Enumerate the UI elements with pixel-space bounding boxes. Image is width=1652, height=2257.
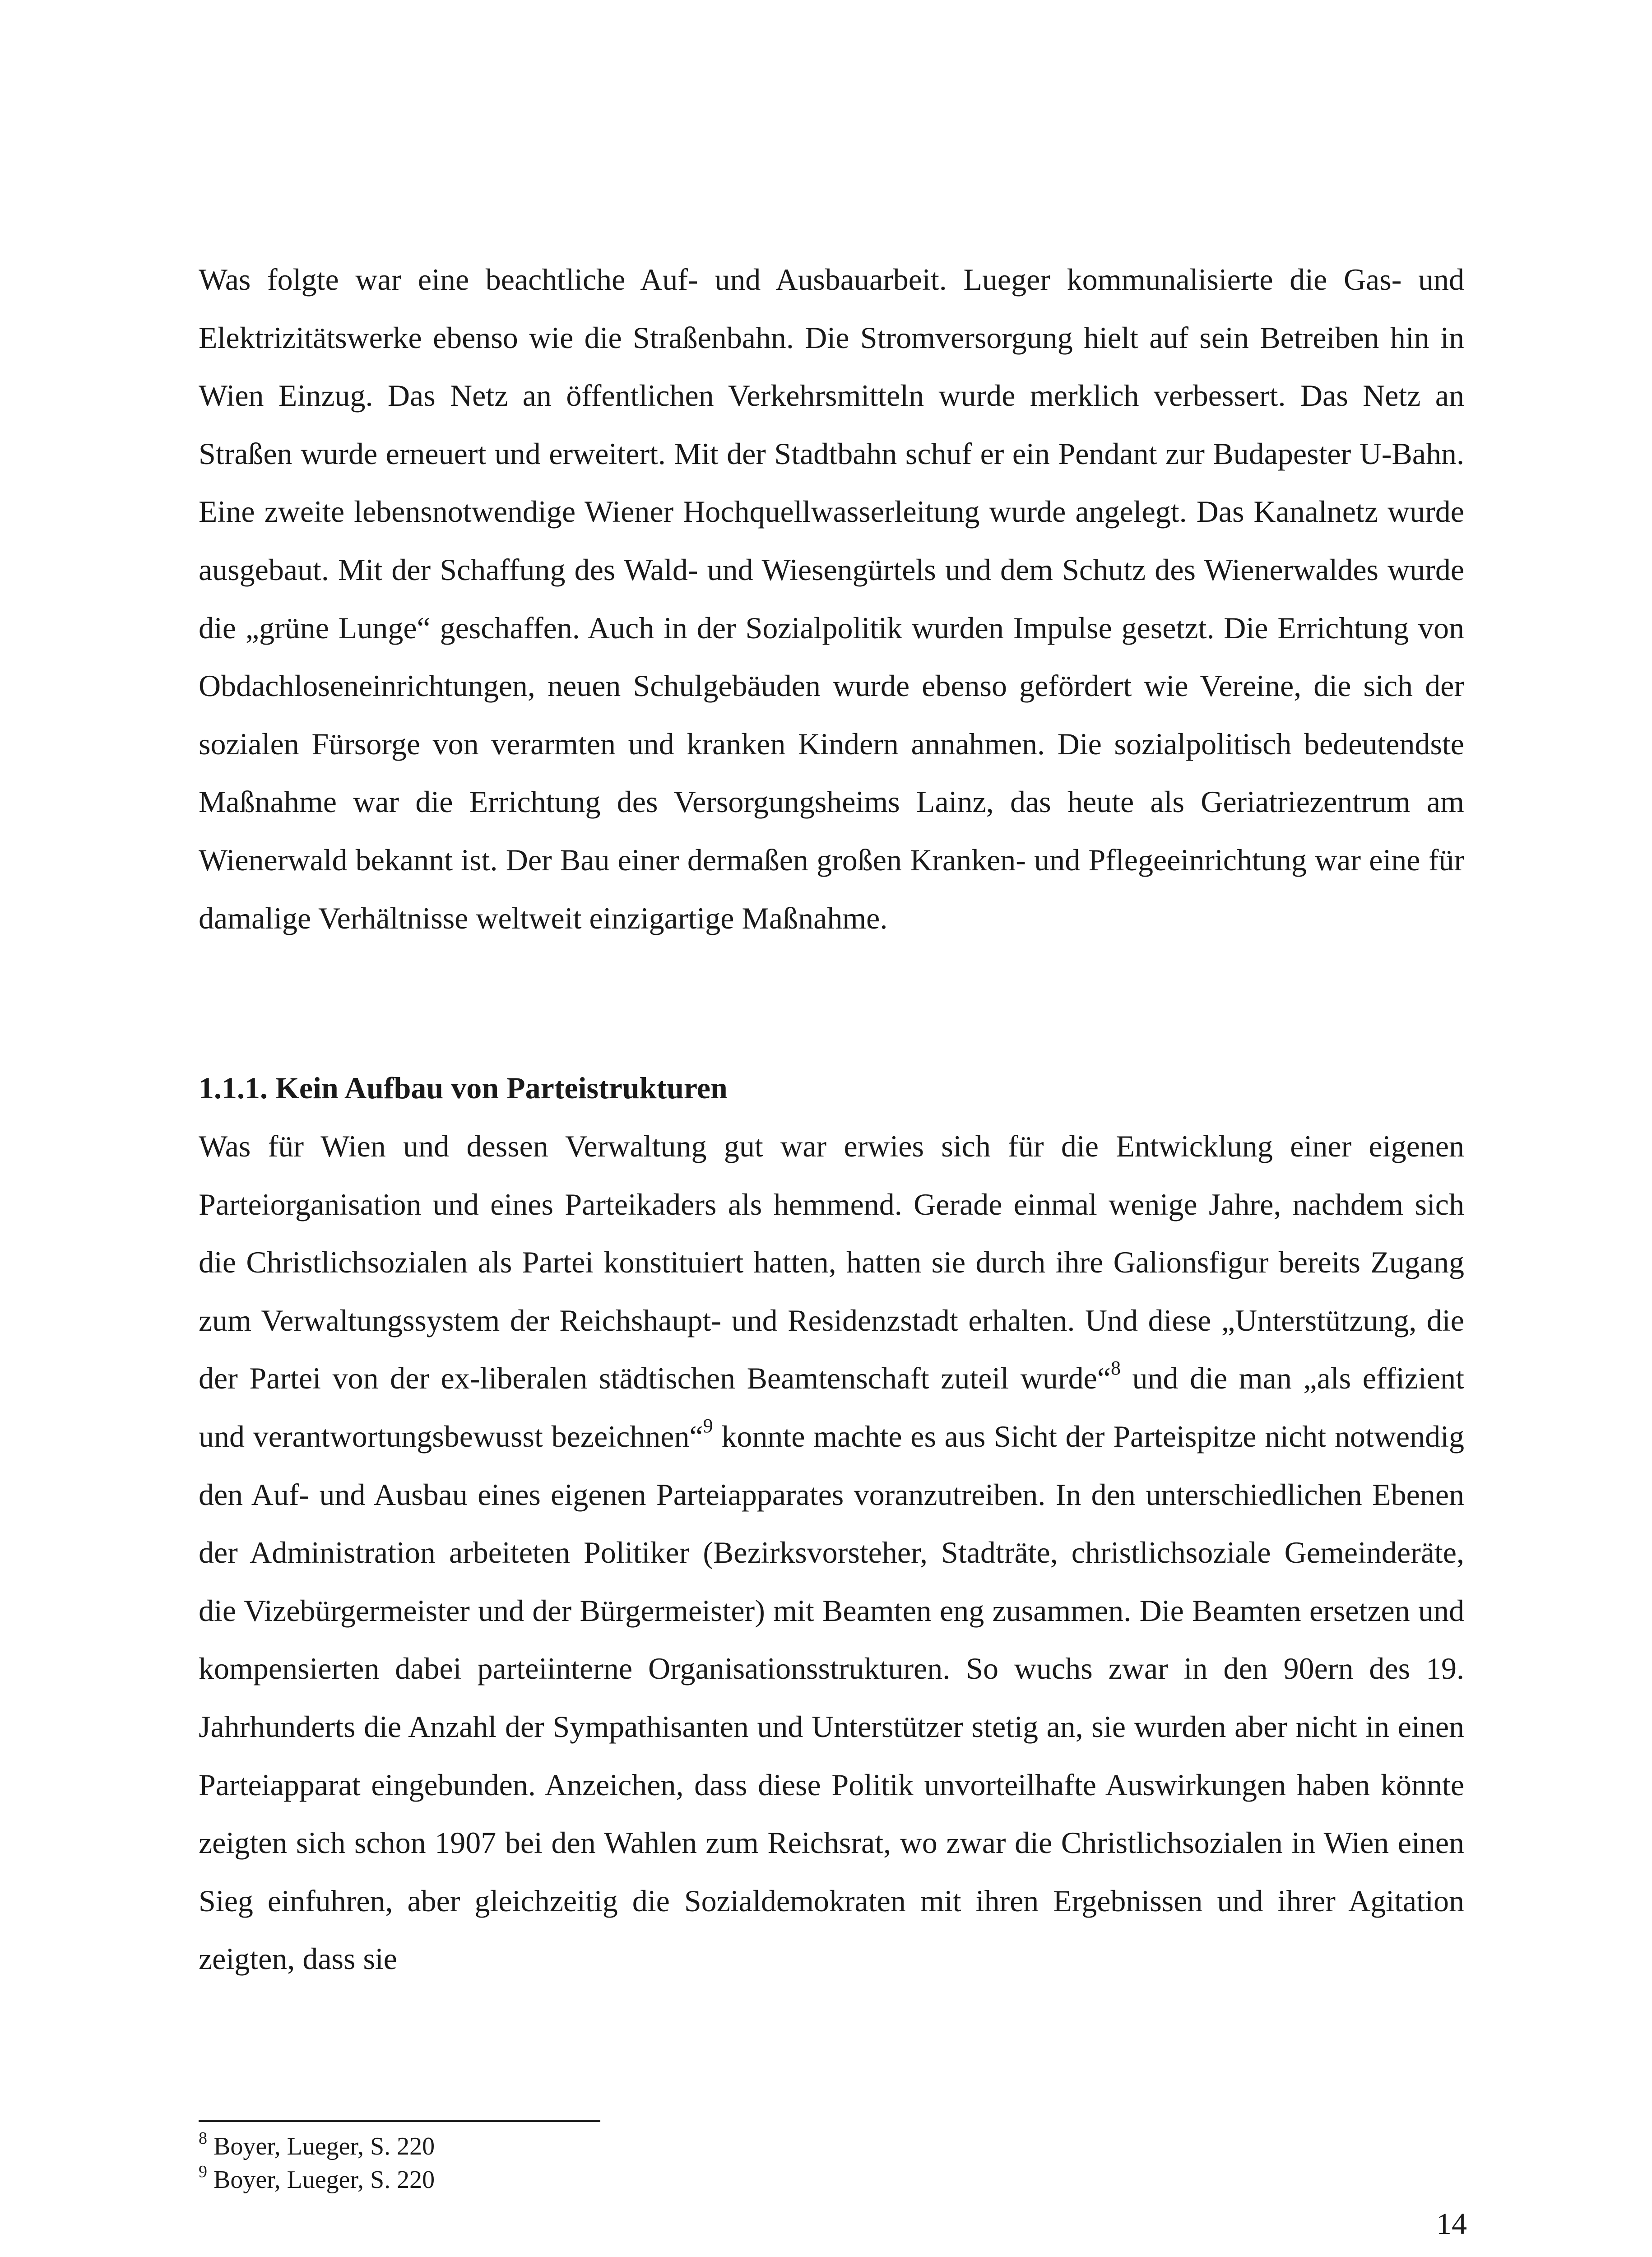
page-number: 14 — [1436, 2206, 1467, 2241]
footnote-9 — [199, 2163, 435, 2197]
footnote-text-8: Boyer, Lueger, S. 220 — [207, 2132, 435, 2160]
footnotes-list — [199, 2130, 435, 2197]
footnote-8 — [199, 2130, 435, 2163]
body-paragraph-2 — [199, 1117, 1464, 1988]
paragraph-2-text-part-2: und die man „als effizient und verantwortungsbewusst bezeichnen“ — [199, 1361, 1465, 1454]
footnote-separator — [199, 2120, 600, 2122]
paragraph-2-text-part-3: konnte machte es aus Sicht der Parteispitze nicht notwendig den Auf- und Ausbau eines eigenen Parteiapparates voranzutreiben. In den unterschiedlichen Ebenen der Administration arbeiteten Politiker (Bezirksvorsteher, Stadträte, christlichsoziale Gemeinderäte, die Vizebürgermeister und der Bürgermeister) mit Beamten eng zusammen. Die Beamten ersetzen und kompensierten dabei parteiinterne Organisationsstrukturen. So wuchs zwar in den 90ern des 19. Jahrhunderts die Anzahl der Sympathisanten und Unterstützer stetig an, sie wurden aber nicht in einen Parteiapparat eingebunden. Anzeichen, dass diese Politik unvorteilhafte Auswirkungen haben könnte zeigten sich schon 1907 bei den Wahlen zum Reichsrat, wo zwar die Christlichsozialen in Wien einen Sieg einfuhren, aber gleichzeitig die Sozialdemokraten mit ihren Ergebnissen und ihrer Agitation zeigten, dass sie — [199, 1419, 1464, 1976]
footnote-reference-8: 8 — [1110, 1356, 1121, 1379]
footnote-number-8: 8 — [199, 2129, 207, 2148]
footnote-number-9: 9 — [199, 2162, 207, 2182]
footnote-text-9: Boyer, Lueger, S. 220 — [207, 2166, 435, 2194]
body-paragraph-1: Was folgte war eine beachtliche Auf- und Ausbauarbeit. Lueger kommunalisierte die Gas- und Elektrizitätswerke ebenso wie die Straßenbahn. Die Stromversorgung hielt auf sein Betreiben hin in Wien Einzug. Das Netz an öffentlichen Verkehrsmitteln wurde merklich verbessert. Das Netz an Straßen wurde erneuert und erweitert. Mit der Stadtbahn schuf er ein Pendant zur Budapester U-Bahn. Eine zweite lebensnotwendige Wiener Hochquellwasserleitung wurde angelegt. Das Kanalnetz wurde ausgebaut. Mit der Schaffung des Wald- und Wiesengürtels und dem Schutz des Wienerwaldes wurde die „grüne Lunge“ geschaffen. Auch in der Sozialpolitik wurden Impulse gesetzt. Die Errichtung von Obdachloseneinrichtungen, neuen Schulgebäuden wurde ebenso gefördert wie Vereine, die sich der sozialen Fürsorge von verarmten und kranken Kindern annahmen. Die sozialpolitisch bedeutendste Maßnahme war die Errichtung des Versorgungsheims Lainz, das heute als Geriatriezentrum am Wienerwald bekannt ist. Der Bau einer dermaßen großen Kranken- und Pflegeeinrichtung war eine für damalige Verhältnisse weltweit einzigartige Maßnahme. — [199, 262, 1464, 935]
paragraph-2-text-part-1: Was für Wien und dessen Verwaltung gut war erwies sich für die Entwicklung einer eigenen Parteiorganisation und eines Parteikaders als hemmend. Gerade einmal wenige Jahre, nachdem sich die Christlichsozialen als Partei konstituiert hatten, hatten sie durch ihre Galionsfigur bereits Zugang zum Verwaltungssystem der Reichshaupt- und Residenzstadt erhalten. Und diese „Unterstützung, die der Partei von der ex-liberalen städtischen Beamtenschaft zuteil wurde“ — [199, 1129, 1464, 1396]
footnote-reference-9: 9 — [703, 1415, 713, 1437]
section-heading: 1.1.1. Kein Aufbau von Parteistrukturen — [199, 1071, 728, 1105]
